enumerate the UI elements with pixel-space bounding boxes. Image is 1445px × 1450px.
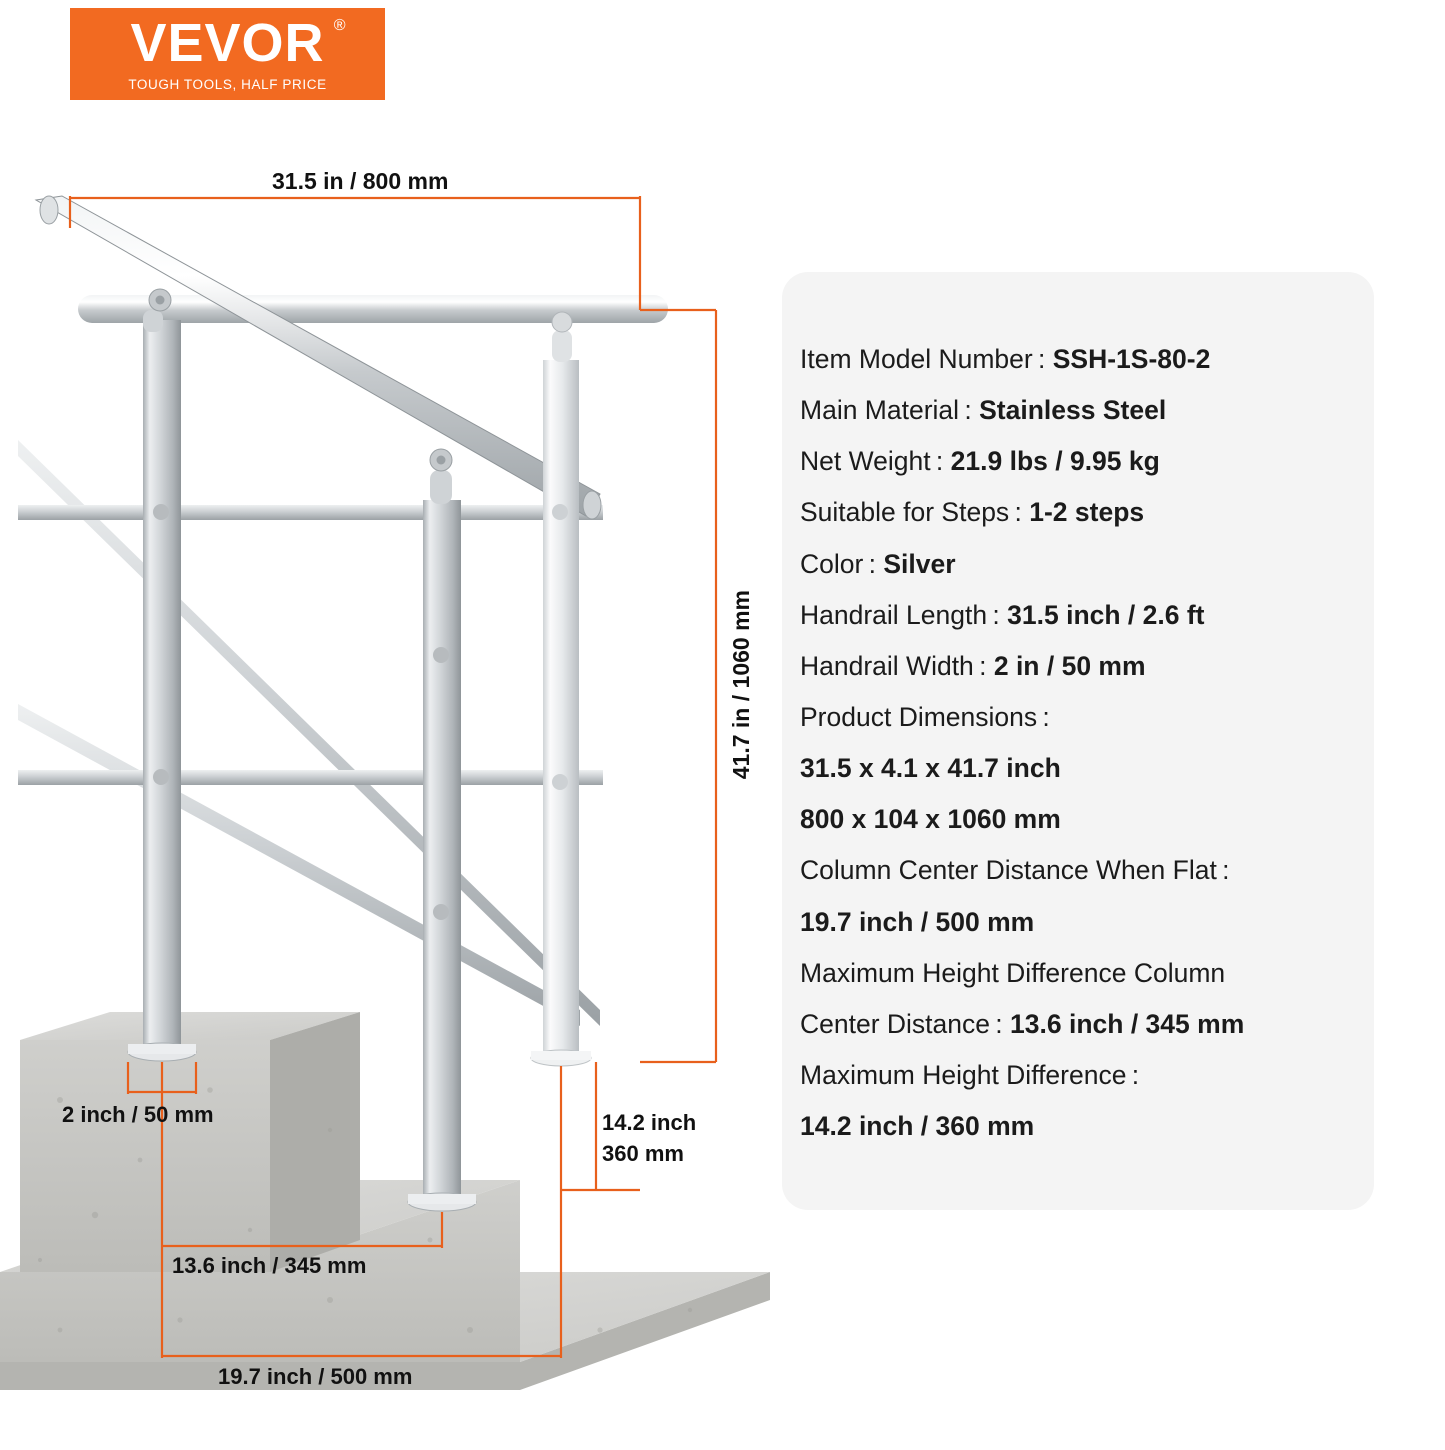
spec-row-model	[800, 334, 1374, 385]
spec-label: Product Dimensions :	[800, 701, 1050, 732]
spec-value: 13.6 inch / 345 mm	[1010, 1008, 1245, 1039]
spec-value: 2 in / 50 mm	[993, 650, 1146, 681]
spec-label: Main Material :	[800, 395, 972, 426]
main-handrail	[36, 196, 601, 519]
spec-row-max-height-diff-label	[800, 1050, 1374, 1101]
spec-row-material	[800, 385, 1374, 436]
spec-label: Center Distance :	[800, 1008, 1003, 1039]
dimension-right-height: 41.7 in / 1060 mm	[728, 590, 754, 780]
spec-value: 31.5 inch / 2.6 ft	[1007, 599, 1205, 630]
spec-row-weight	[800, 436, 1374, 487]
dimension-step-rise-inch: 14.2 inch	[602, 1110, 697, 1135]
spec-row-dimensions-mm	[800, 794, 1374, 845]
spec-label: Item Model Number :	[800, 344, 1046, 374]
post-left	[128, 289, 196, 1061]
brand-name-text: VEVOR	[130, 13, 325, 73]
spec-value: 31.5 x 4.1 x 41.7 inch	[800, 753, 1061, 784]
spec-row-handrail-width	[800, 641, 1374, 692]
spec-value: Silver	[883, 548, 956, 579]
spec-row-color	[800, 539, 1374, 590]
dimension-step-rise-mm: 360 mm	[602, 1141, 684, 1166]
spec-label: Suitable for Steps :	[800, 497, 1022, 528]
spec-row-max-height-diff-value	[800, 1101, 1374, 1152]
spec-label: Column Center Distance When Flat :	[800, 855, 1230, 886]
spec-row-center-distance	[800, 999, 1374, 1050]
spec-label: Maximum Height Difference :	[800, 1059, 1140, 1090]
spec-row-handrail-length	[800, 590, 1374, 641]
spec-value: 800 x 104 x 1060 mm	[800, 804, 1061, 835]
dimension-top-length: 31.5 in / 800 mm	[272, 168, 449, 194]
spec-label: Handrail Width :	[800, 650, 987, 681]
spec-label: Net Weight :	[800, 446, 944, 477]
spec-value: Stainless Steel	[979, 395, 1167, 426]
spec-value: SSH-1S-80-2	[1052, 344, 1211, 374]
spec-value: 14.2 inch / 360 mm	[800, 1111, 1035, 1142]
dimension-step-run: 13.6 inch / 345 mm	[172, 1253, 367, 1278]
registered-trademark-icon: ®	[333, 17, 347, 34]
spec-row-column-center-flat-value	[800, 897, 1374, 948]
spec-label: Handrail Length :	[800, 599, 1000, 630]
spec-row-max-height-diff-column-label	[800, 948, 1374, 999]
spec-value: 19.7 inch / 500 mm	[800, 906, 1035, 937]
spec-row-column-center-flat-label	[800, 845, 1374, 896]
spec-label: Maximum Height Difference Column	[800, 957, 1226, 988]
brand-tagline: TOUGH TOOLS, HALF PRICE	[128, 77, 327, 92]
spec-value: 1-2 steps	[1029, 497, 1145, 528]
dimension-base-plate: 2 inch / 50 mm	[62, 1102, 214, 1127]
spec-row-product-dimensions	[800, 692, 1374, 743]
spec-row-steps	[800, 487, 1374, 538]
spec-row-dimensions-inch	[800, 743, 1374, 794]
horizontal-rails	[18, 505, 603, 785]
specification-panel	[782, 272, 1374, 1210]
dimension-total-run: 19.7 inch / 500 mm	[218, 1364, 413, 1389]
spec-label: Color :	[800, 548, 876, 579]
spec-value: 21.9 lbs / 9.95 kg	[950, 446, 1160, 477]
